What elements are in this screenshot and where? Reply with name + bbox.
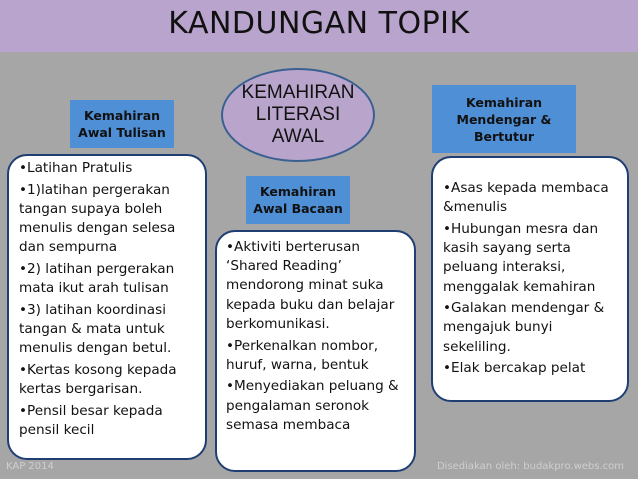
- list-item: •2) latihan pergerakan mata ikut arah tulisan: [19, 261, 175, 297]
- label-mendengar-bertutur: [432, 85, 576, 153]
- list-item: •Aktiviti berterusan ‘Shared Reading’ mendorong minat suka kepada buku dan belajar berkomunikasi.: [226, 239, 395, 332]
- list-item: •Perkenalkan nombor, huruf, warna, bentuk: [226, 337, 379, 373]
- footer-left-text: KAP 2014: [6, 461, 54, 472]
- label-awal-tulisan: [70, 100, 174, 148]
- list-item: •Hubungan mesra dan kasih sayang serta peluang interaksi, menggalak kemahiran: [443, 220, 599, 295]
- list-item: •Kertas kosong kepada kertas bergarisan.: [19, 362, 177, 398]
- label-line: Kemahiran: [259, 184, 337, 199]
- footer-right-text: Disediakan oleh: budakpro.webs.com: [436, 461, 624, 472]
- label-line: Mendengar &: [456, 111, 552, 127]
- center-line-2: LITERASI: [255, 104, 341, 125]
- panel-awal-tulisan: [7, 154, 207, 460]
- list-item: •3) latihan koordinasi tangan & mata untuk menulis dengan betul.: [19, 301, 172, 357]
- page-title: KANDUNGAN TOPIK: [168, 6, 470, 41]
- list-item: •Asas kepada membaca &menulis: [443, 180, 609, 216]
- center-line-1: KEMAHIRAN: [241, 82, 355, 103]
- panel-mendengar-bertutur: [431, 156, 629, 402]
- list-item: •1)latihan pergerakan tangan supaya boleh menulis dengan selesa dan sempurna: [19, 181, 176, 256]
- label-line: Bertutur: [473, 128, 535, 144]
- list-item: •Galakan mendengar & mengajuk bunyi sekeliling.: [443, 300, 605, 355]
- label-line: Kemahiran: [83, 108, 161, 123]
- center-line-3: AWAL: [271, 126, 325, 147]
- list-item: •Latihan Pratulis: [19, 160, 133, 176]
- center-topic-oval: [221, 68, 375, 162]
- list-item: •Pensil besar kepada pensil kecil: [19, 402, 163, 439]
- label-line: Awal Tulisan: [78, 125, 166, 140]
- label-awal-bacaan: [246, 176, 350, 224]
- panel-awal-bacaan: [215, 230, 416, 472]
- label-line: Awal Bacaan: [253, 201, 343, 216]
- list-item: •Menyediakan peluang & pengalaman seronok semasa membaca: [226, 378, 399, 433]
- label-line: Kemahiran: [465, 94, 543, 110]
- list-item: •Elak bercakap pelat: [443, 360, 586, 377]
